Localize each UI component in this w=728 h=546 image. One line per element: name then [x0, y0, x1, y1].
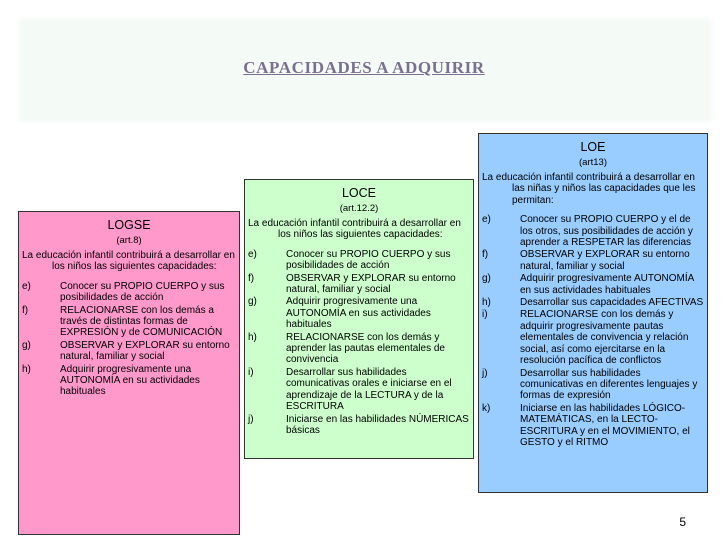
item-text: Adquirir progresivamente AUTONOMÍA en sus actividades habituales — [520, 273, 694, 296]
item-letter: e) — [482, 214, 491, 226]
item-letter: j) — [248, 413, 254, 425]
loe-header: LOE — [580, 140, 606, 154]
logse-list — [22, 281, 236, 398]
item-letter: i) — [248, 366, 254, 378]
item-letter: e) — [248, 248, 257, 260]
list-item — [248, 249, 470, 272]
item-letter: h) — [248, 331, 257, 343]
item-letter: f) — [22, 304, 29, 316]
logse-intro: La educación infantil contribuirá a desarrollar en los niños las siguientes capacidades: — [22, 250, 235, 273]
logse-box — [18, 211, 240, 535]
item-letter: k) — [482, 402, 491, 414]
item-text: RELACIONARSE con los demás a través de distintas formas de EXPRESIÓN y de COMUNICACIÓN — [60, 304, 223, 339]
list-item — [22, 305, 236, 339]
item-text: Desarrollar sus habilidades comunicativas orales e iniciarse en el aprendizaje de la LECTURA y de la ESCRITURA — [286, 366, 452, 413]
loce-intro: La educación infantil contribuirá a desarrollar en los niños las siguientes capacidades: — [248, 218, 461, 241]
item-text: RELACIONARSE con los demás y adquirir progresivamente pautas elementales de convivencia y relación social, así como ejercitarse en la resolución pacífica de conflictos — [520, 309, 689, 367]
list-item — [22, 281, 236, 304]
list-item — [482, 297, 704, 308]
loce-box — [244, 179, 474, 459]
item-text: Iniciarse en las habilidades NÚMERICAS básicas — [286, 413, 469, 436]
slide-title: CAPACIDADES A ADQUIRIR — [243, 58, 485, 77]
item-text: Desarrollar sus capacidades AFECTIVAS — [520, 297, 704, 309]
list-item — [22, 340, 236, 363]
list-item — [248, 367, 470, 413]
item-text: RELACIONARSE con los demás y aprender las pautas elementales de convivencia — [286, 331, 445, 366]
item-letter: g) — [22, 339, 31, 351]
list-item — [248, 296, 470, 330]
item-letter: j) — [482, 367, 488, 379]
item-text: OBSERVAR y EXPLORAR su entorno natural, familiar y social — [60, 339, 230, 363]
list-item — [248, 414, 470, 437]
list-item — [248, 273, 470, 296]
page-number: 5 — [679, 515, 686, 529]
item-letter: f) — [248, 272, 255, 284]
item-text: Conocer su PROPIO CUERPO y sus posibilidades de acción — [60, 280, 225, 304]
logse-article: (art.8) — [116, 235, 142, 246]
loe-box — [478, 133, 708, 493]
loe-intro: La educación infantil contribuirá a desarrollar en las niñas y niños las capacidades que les permitan: — [482, 172, 696, 206]
item-text: Conocer su PROPIO CUERPO y sus posibilidades de acción — [286, 248, 451, 272]
item-text: Iniciarse en las habilidades LÓGICO-MATEMÁTICAS, en la LECTO-ESCRITURA y en el MOVIMIENTO, el GESTO y el RITMO — [520, 402, 690, 448]
list-item — [248, 332, 470, 366]
item-letter: g) — [248, 296, 257, 308]
list-item — [482, 214, 704, 248]
item-text: Adquirir progresivamente una AUTONOMÍA en sus actividades habituales — [286, 296, 431, 331]
loce-article: (art.12.2) — [339, 203, 379, 214]
loce-list — [248, 249, 470, 437]
item-letter: h) — [22, 363, 31, 375]
item-letter: h) — [482, 297, 491, 309]
list-item — [482, 368, 704, 402]
item-text: Conocer su PROPIO CUERPO y el de los otros, sus posibilidades de acción y aprender a RESPETAR las diferencias — [520, 214, 693, 249]
item-letter: i) — [482, 309, 488, 321]
item-letter: e) — [22, 280, 31, 292]
item-text: OBSERVAR y EXPLORAR su entorno natural, familiar y social — [520, 249, 690, 272]
item-text: Desarrollar sus habilidades comunicativas en diferentes lenguajes y formas de expresión — [520, 367, 698, 402]
loe-list — [482, 214, 704, 448]
loce-header: LOCE — [341, 186, 377, 200]
list-item — [482, 309, 704, 366]
list-item — [482, 273, 704, 296]
logse-header: LOGSE — [107, 218, 151, 232]
item-letter: g) — [482, 273, 491, 285]
list-item — [482, 249, 704, 272]
loe-article: (art13) — [579, 157, 607, 168]
item-text: OBSERVAR y EXPLORAR su entorno natural, familiar y social — [286, 272, 456, 296]
item-letter: f) — [482, 249, 489, 261]
list-item — [482, 403, 704, 449]
list-item — [22, 364, 236, 398]
item-text: Adquirir progresivamente una AUTONOMÍA en su actividades habituales — [60, 363, 200, 398]
